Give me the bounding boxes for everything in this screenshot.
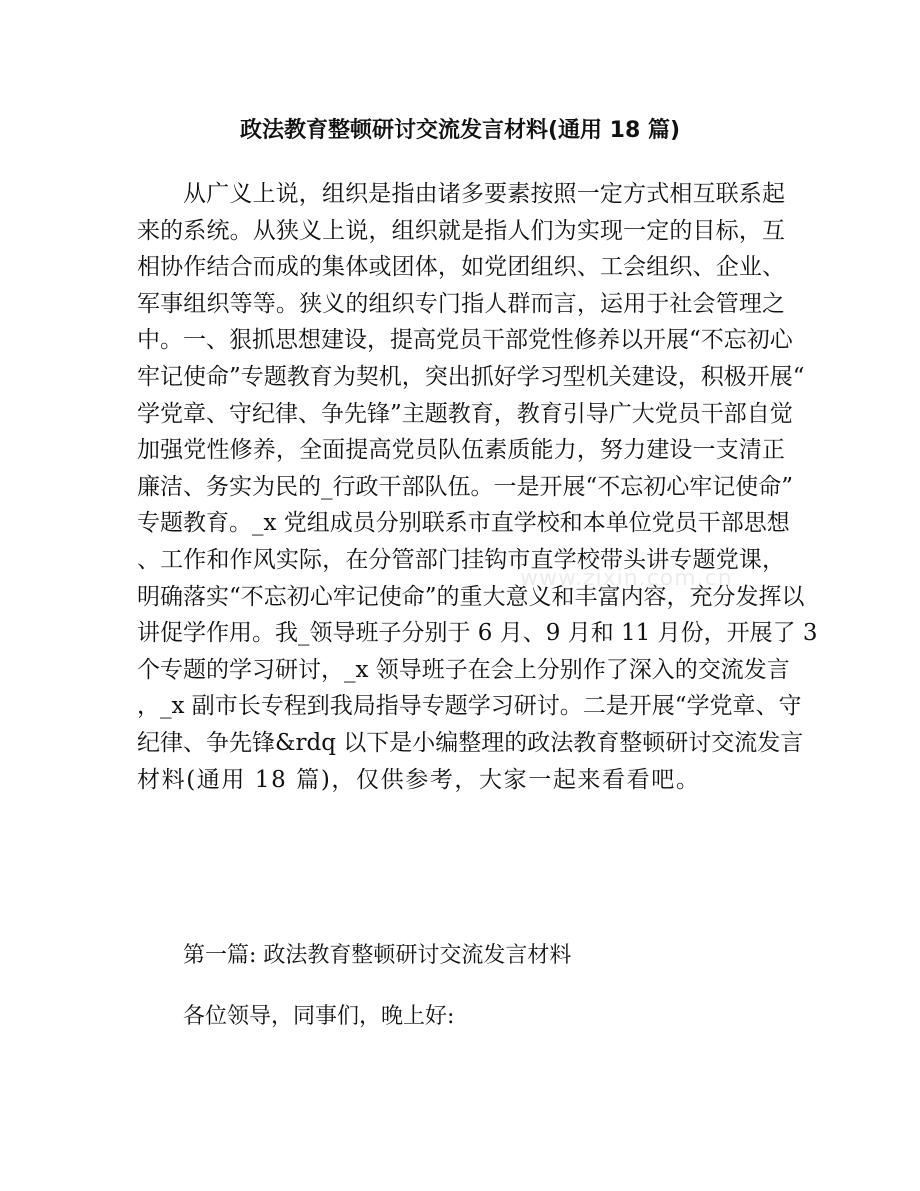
paragraph-line: 材料(通用 18 篇)，仅供参考，大家一起来看看吧。: [137, 766, 701, 793]
paragraph-line: 专题教育。_x 党组成员分别联系市直学校和本单位党员干部思想: [137, 510, 790, 537]
paragraph-line: 学党章、守纪律、争先锋”主题教育，教育引导广大党员干部自觉: [137, 400, 793, 427]
intro-paragraph: [137, 176, 818, 798]
paragraph-line: 、工作和作风实际，在分管部门挂钩市直学校带头讲专题党课，: [137, 546, 785, 573]
paragraph-line: 来的系统。从狭义上说，组织就是指人们为实现一定的目标，互: [137, 217, 785, 244]
paragraph-line: 加强党性修养，全面提高党员队伍素质能力，努力建设一支清正: [137, 437, 785, 464]
paragraph-line: 军事组织等等。狭义的组织专门指人群而言，运用于社会管理之: [137, 290, 785, 317]
section-heading: 第一篇: 政法教育整顿研讨交流发言材料: [183, 943, 572, 968]
paragraph-line: 廉洁、务实为民的_行政干部队伍。一是开展“不忘初心牢记使命”: [137, 473, 794, 500]
paragraph-line: 个专题的学习研讨，_x 领导班子在会上分别作了深入的交流发言: [137, 656, 790, 683]
paragraph-line: 纪律、争先锋&rdq 以下是小编整理的政法教育整顿研讨交流发言: [137, 729, 804, 756]
paragraph-line: 明确落实“不忘初心牢记使命”的重大意义和丰富内容，充分发挥以: [137, 583, 805, 610]
paragraph-line: 牢记使命”专题教育为契机，突出抓好学习型机关建设，积极开展“: [137, 363, 805, 390]
paragraph-line: ，_x 副市长专程到我局指导专题学习研讨。二是开展“学党章、守: [137, 693, 802, 720]
paragraph-line: 中。一、狠抓思想建设，提高党员干部党性修养以开展“不忘初心: [137, 327, 793, 354]
document-title: 政法教育整顿研讨交流发言材料(通用 18 篇): [239, 118, 681, 143]
paragraph-line: 从广义上说，组织是指由诸多要素按照一定方式相互联系起: [183, 181, 785, 207]
paragraph-line: 讲促学作用。我_领导班子分别于 6 月、9 月和 11 月份，开展了 3: [137, 620, 818, 647]
paragraph-line: 相协作结合而成的集体或团体，如党团组织、工会组织、企业、: [137, 254, 785, 281]
watermark: www.zixin.com.cn: [520, 566, 733, 591]
greeting-text: 各位领导，同事们，晚上好:: [183, 1004, 455, 1029]
